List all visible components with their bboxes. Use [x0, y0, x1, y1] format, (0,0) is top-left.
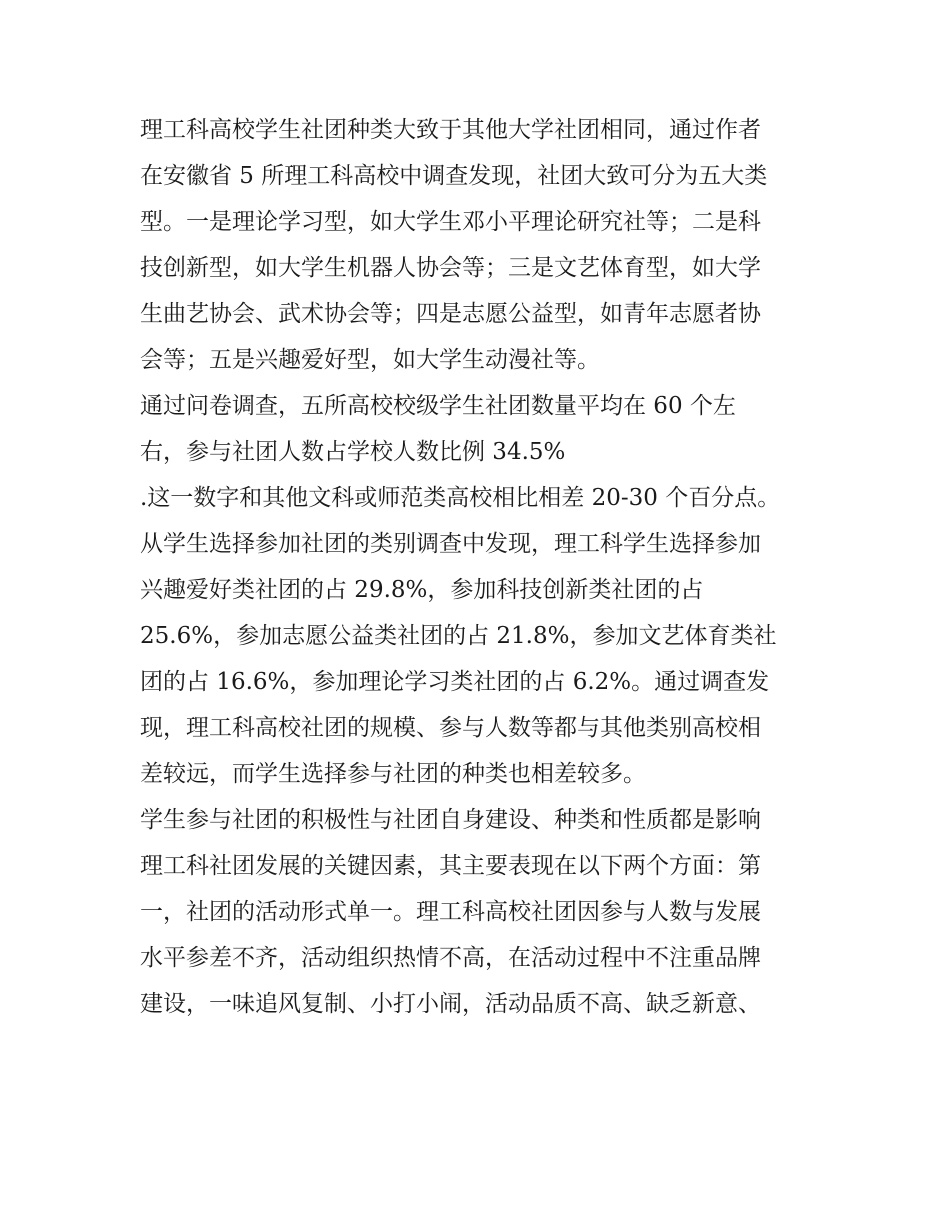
text-line: 生曲艺协会、武术协会等；四是志愿公益型，如青年志愿者协 — [140, 301, 761, 327]
text-line: 兴趣爱好类社团的占 29.8%，参加科技创新类社团的占 — [140, 577, 704, 603]
text-line: 技创新型，如大学生机器人协会等；三是文艺体育型，如大学 — [140, 255, 761, 281]
text-line: 团的占 16.6%，参加理论学习类社团的占 6.2%。通过调查发 — [140, 669, 770, 695]
text-line: 通过问卷调查，五所高校校级学生社团数量平均在 60 个左 — [140, 393, 736, 419]
text-line: 型。一是理论学习型，如大学生邓小平理论研究社等；二是科 — [140, 209, 761, 235]
text-line: 水平参差不齐，活动组织热情不高，在活动过程中不注重品牌 — [140, 945, 761, 971]
text-line: 理工科社团发展的关键因素，其主要表现在以下两个方面：第 — [140, 853, 761, 879]
text-line: .这一数字和其他文科或师范类高校相比相差 20-30 个百分点。 — [140, 485, 781, 511]
text-line: 从学生选择参加社团的类别调查中发现，理工科学生选择参加 — [140, 531, 761, 557]
text-line: 理工科高校学生社团种类大致于其他大学社团相同，通过作者 — [140, 117, 761, 143]
text-line: 现，理工科高校社团的规模、参与人数等都与其他类别高校相 — [140, 715, 761, 741]
text-line: 差较远，而学生选择参与社团的种类也相差较多。 — [140, 761, 646, 787]
text-line: 建设，一味追风复制、小打小闹，活动品质不高、缺乏新意、 — [140, 991, 761, 1017]
text-line: 学生参与社团的积极性与社团自身建设、种类和性质都是影响 — [140, 807, 761, 833]
text-line: 25.6%，参加志愿公益类社团的占 21.8%，参加文艺体育类社 — [140, 623, 777, 649]
text-line: 在安徽省 5 所理工科高校中调查发现，社团大致可分为五大类 — [140, 163, 768, 189]
body-text — [140, 107, 820, 1027]
text-line: 右，参与社团人数占学校人数比例 34.5% — [140, 439, 566, 465]
text-line: 一，社团的活动形式单一。理工科高校社团因参与人数与发展 — [140, 899, 761, 925]
text-line: 会等；五是兴趣爱好型，如大学生动漫社等。 — [140, 347, 600, 373]
